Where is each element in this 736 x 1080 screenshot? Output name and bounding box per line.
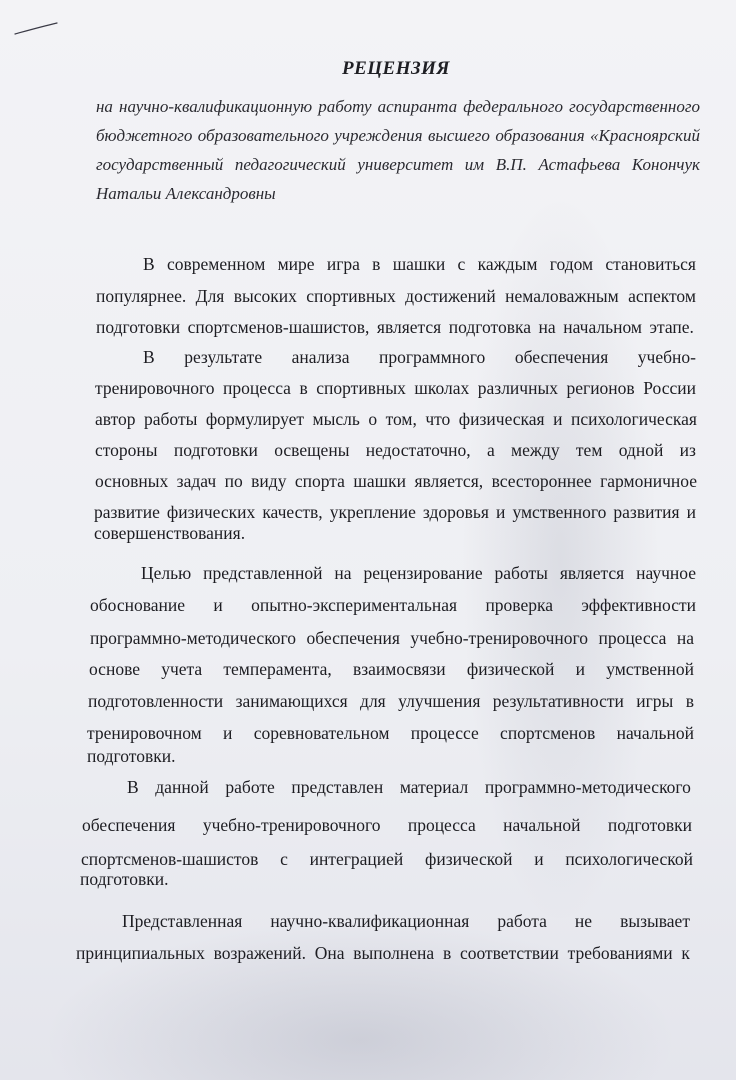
body-line: тренировочного процесса в спортивных школах различных регионов России	[95, 378, 696, 398]
body-line: основе учета темперамента, взаимосвязи физической и умственной	[89, 659, 694, 679]
body-line: принципиальных возражений. Она выполнена в соответствии требованиями к	[76, 943, 690, 963]
body-line: В результате анализа программного обеспечения учебно-	[143, 347, 696, 367]
body-line: совершенствования.	[94, 523, 246, 543]
body-line: популярнее. Для высоких спортивных достижений немаловажным аспектом	[96, 286, 696, 306]
body-line: развитие физических качеств, укрепление здоровья и умственного развития и	[94, 502, 696, 522]
body-line: тренировочном и соревновательном процессе спортсменов начальной	[87, 723, 694, 743]
body-line: основных задач по виду спорта шашки является, всестороннее гармоничное	[95, 471, 697, 491]
body-line: подготовки спортсменов-шашистов, является подготовка на начальном этапе.	[96, 317, 694, 337]
body-line: спортсменов-шашистов с интеграцией физической и психологической	[81, 849, 693, 869]
body-line: подготовки.	[87, 746, 176, 766]
body-line: стороны подготовки освещены недостаточно, а между тем одной из	[95, 440, 696, 460]
body-line: В современном мире игра в шашки с каждым годом становиться	[143, 254, 696, 274]
body-line: автор работы формулирует мысль о том, что физическая и психологическая	[95, 409, 697, 429]
body-line: обеспечения учебно-тренировочного процесса начальной подготовки	[82, 815, 692, 835]
body-line: Представленная научно-квалификационная работа не вызывает	[122, 911, 690, 931]
body-line: Целью представленной на рецензирование работы является научное	[141, 563, 696, 583]
body-line: подготовленности занимающихся для улучшения результативности игры в	[88, 691, 694, 711]
body-line: программно-методического обеспечения учебно-тренировочного процесса на	[90, 628, 694, 648]
body-line: обоснование и опытно-экспериментальная проверка эффективности	[90, 595, 696, 615]
body-line: подготовки.	[80, 869, 169, 889]
document-title: РЕЦЕНЗИЯ	[341, 58, 451, 79]
pen-mark-icon	[14, 22, 58, 36]
document-subtitle: на научно-квалификационную работу аспиранта федерального государственного бюджетного образовательного учреждения высшего образования «Красноярский государственный педагогический университет им В.П. Астафьева Конончук Натальи Александровны	[96, 97, 700, 203]
body-line: В данной работе представлен материал программно-методического	[127, 777, 691, 797]
